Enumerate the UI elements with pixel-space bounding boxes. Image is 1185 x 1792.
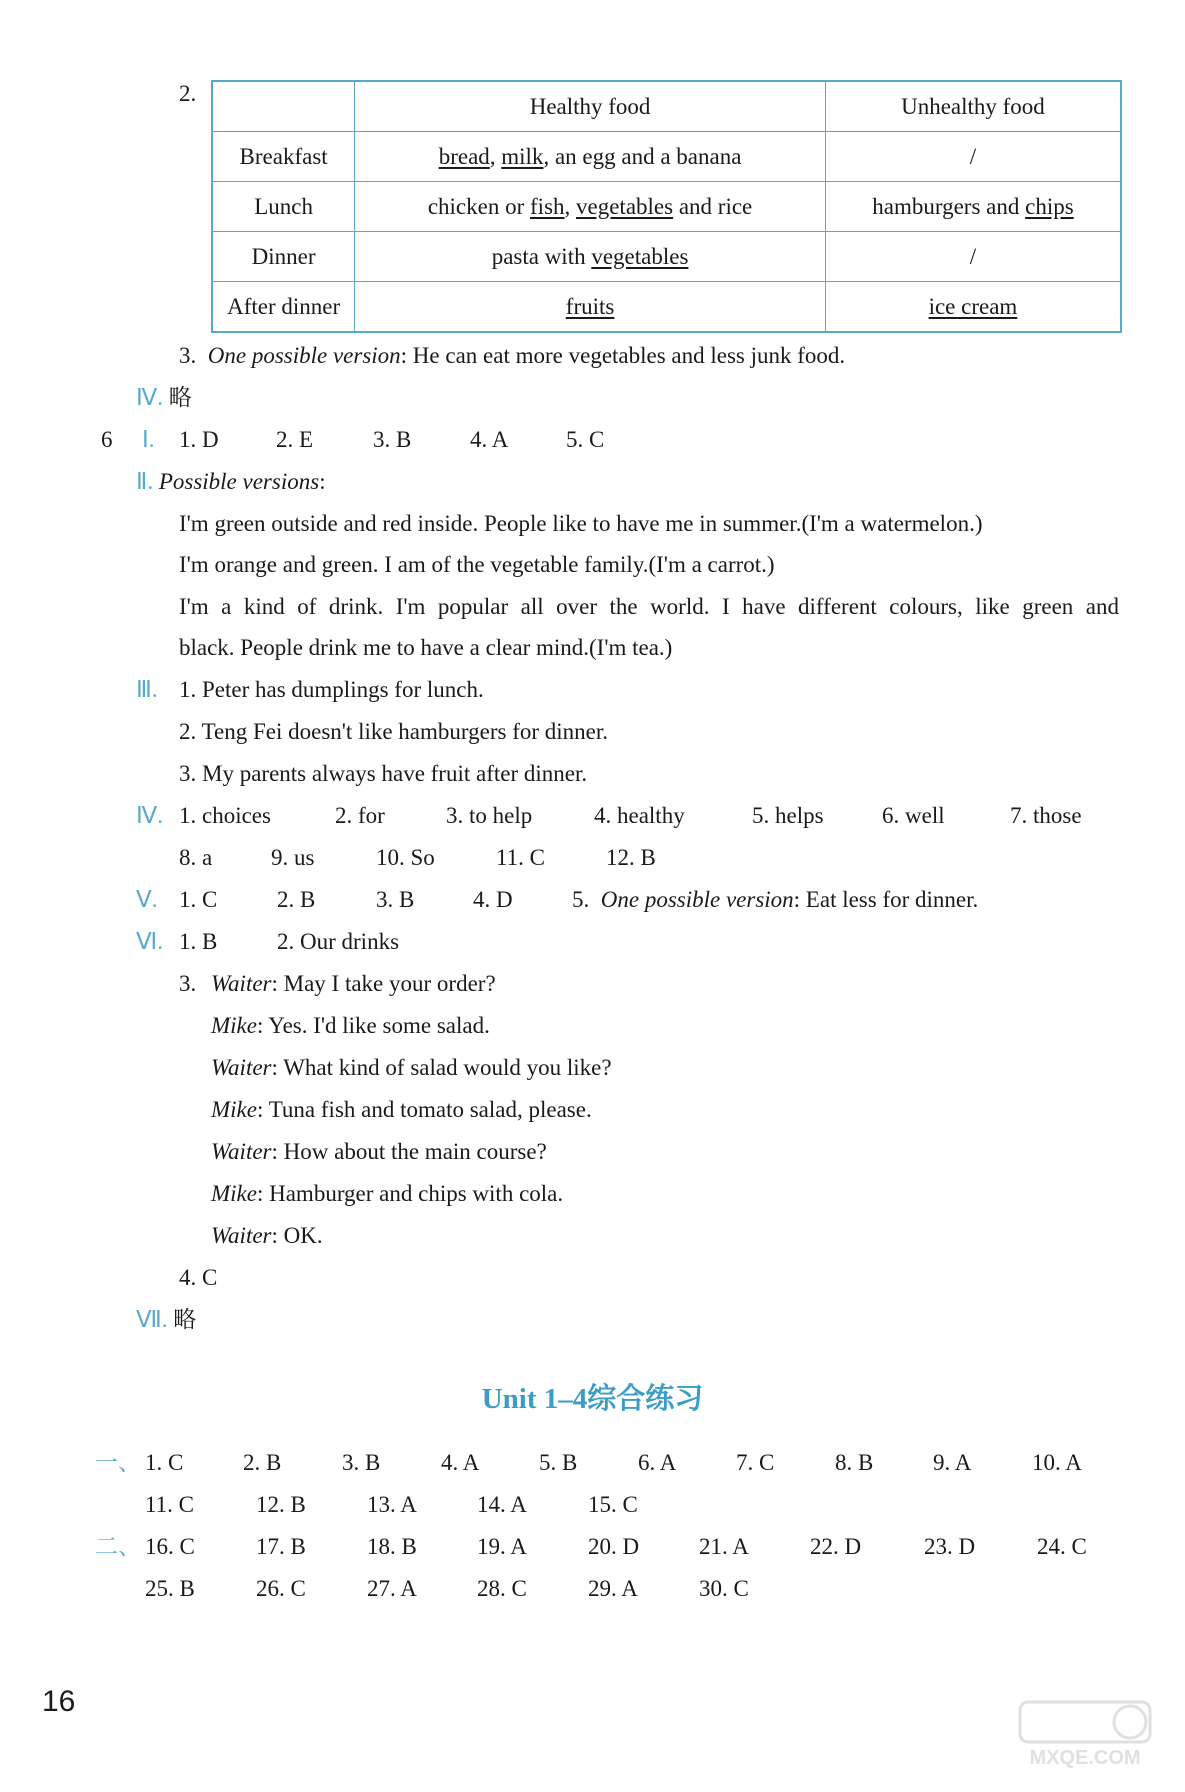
question-4-answer: 4. C bbox=[179, 1265, 218, 1290]
section-vi-roman: Ⅵ. bbox=[136, 929, 163, 954]
question-number-2: 2. bbox=[179, 81, 197, 106]
dialogue-line: Mike: Tuna fish and tomato salad, please. bbox=[211, 1097, 592, 1122]
section-iv-row1: 1. choices 2. for 3. to help 4. healthy 5. helps 6. well 7. those bbox=[179, 803, 1082, 828]
meal-cell: Dinner bbox=[212, 232, 355, 282]
question-3: 3. One possible version: He can eat more vegetables and less junk food. bbox=[179, 343, 846, 368]
healthy-cell: bread, milk, an egg and a banana bbox=[355, 132, 826, 182]
table-row bbox=[212, 282, 1121, 333]
healthy-cell: pasta with vegetables bbox=[355, 232, 826, 282]
section-iv-row2: 8. a 9. us 10. So 11. C 12. B bbox=[179, 845, 656, 870]
sentence-line: 1. Peter has dumplings for lunch. bbox=[179, 677, 484, 702]
dialogue-line: Mike: Hamburger and chips with cola. bbox=[211, 1181, 564, 1206]
part1-marker: 一、 bbox=[95, 1450, 141, 1475]
table-header-cell: Healthy food bbox=[355, 81, 826, 132]
part2-row1: 16. C 17. B 18. B 19. A 20. D 21. A 22. D 23. D 24. C bbox=[145, 1534, 1087, 1559]
section-i-roman: Ⅰ. bbox=[142, 427, 155, 452]
section-ii: Ⅱ. Possible versions: bbox=[136, 469, 326, 494]
meal-cell: Lunch bbox=[212, 182, 355, 232]
part1-row2: 11. C 12. B 13. A 14. A 15. C bbox=[145, 1492, 638, 1517]
meal-cell: After dinner bbox=[212, 282, 355, 333]
svg-text:MXQE.COM: MXQE.COM bbox=[1029, 1747, 1141, 1769]
meal-cell: Breakfast bbox=[212, 132, 355, 182]
table-header-cell: Unhealthy food bbox=[825, 81, 1121, 132]
section-vii: Ⅶ. 略 bbox=[136, 1307, 197, 1332]
table-row bbox=[212, 232, 1121, 282]
unit-number: 6 bbox=[101, 427, 113, 452]
table-row bbox=[212, 132, 1121, 182]
part1-row1: 1. C 2. B 3. B 4. A 5. B 6. A 7. C 8. B 9. A 10. A bbox=[145, 1450, 1082, 1475]
section-iii-roman: Ⅲ. bbox=[136, 677, 158, 702]
table-header-cell bbox=[212, 81, 355, 132]
riddle-line: I'm orange and green. I am of the vegetable family.(I'm a carrot.) bbox=[179, 552, 775, 577]
healthy-cell: chicken or fish, vegetables and rice bbox=[355, 182, 826, 232]
review-title: Unit 1–4综合练习 bbox=[481, 1383, 704, 1415]
section-v-answers: 1. C 2. B 3. B 4. D 5. One possible version: Eat less for dinner. bbox=[179, 887, 979, 912]
section-iv-roman: Ⅳ. bbox=[136, 803, 163, 828]
unhealthy-cell: ice cream bbox=[825, 282, 1121, 333]
riddle-line: I'm green outside and red inside. People like to have me in summer.(I'm a watermelon.) bbox=[179, 511, 983, 536]
table-row bbox=[212, 182, 1121, 232]
healthy-cell: fruits bbox=[355, 282, 826, 333]
section-v-roman: Ⅴ. bbox=[136, 887, 158, 912]
unhealthy-cell: hamburgers and chips bbox=[825, 182, 1121, 232]
question-number-3: 3. bbox=[179, 971, 197, 996]
part2-row2: 25. B 26. C 27. A 28. C 29. A 30. C bbox=[145, 1576, 749, 1601]
part2-marker: 二、 bbox=[95, 1534, 141, 1559]
sentence-line: 3. My parents always have fruit after dinner. bbox=[179, 761, 588, 786]
dialogue-line: Waiter: OK. bbox=[211, 1223, 323, 1248]
dialogue-line: Mike: Yes. I'd like some salad. bbox=[211, 1013, 490, 1038]
unhealthy-cell: / bbox=[825, 132, 1121, 182]
watermark-logo-icon bbox=[1000, 1700, 1170, 1770]
section-i-answers: 1. D 2. E 3. B 4. A 5. C bbox=[179, 427, 605, 452]
sentence-line: 2. Teng Fei doesn't like hamburgers for dinner. bbox=[179, 719, 609, 744]
unhealthy-cell: / bbox=[825, 232, 1121, 282]
page-number: 16 bbox=[42, 1685, 76, 1718]
section-vi-answers: 1. B 2. Our drinks bbox=[179, 929, 400, 954]
dialogue-line: Waiter: How about the main course? bbox=[211, 1139, 547, 1164]
riddle-line: I'm a kind of drink. I'm popular all over the world. I have different colours, like green and bbox=[179, 594, 1119, 619]
dialogue-line: Waiter: May I take your order? bbox=[211, 971, 496, 996]
food-table bbox=[211, 80, 1122, 333]
table-header-row bbox=[212, 81, 1121, 132]
riddle-line: black. People drink me to have a clear mind.(I'm tea.) bbox=[179, 635, 673, 660]
dialogue-line: Waiter: What kind of salad would you like? bbox=[211, 1055, 612, 1080]
section-iv-prev: Ⅳ. 略 bbox=[136, 385, 192, 410]
